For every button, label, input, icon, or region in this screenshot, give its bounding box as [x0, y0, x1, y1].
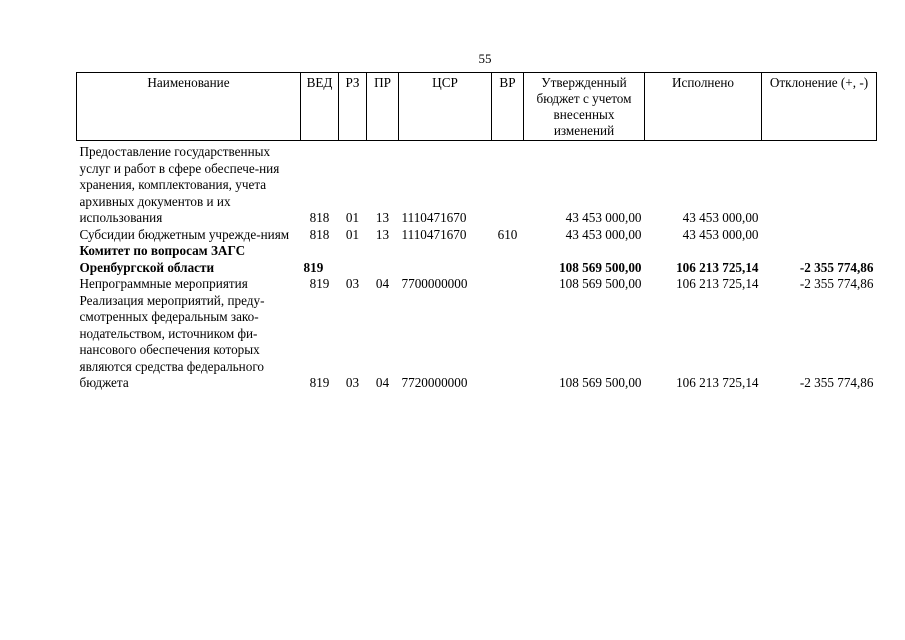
header-name: Наименование	[77, 73, 301, 141]
row-ved: 819	[309, 276, 330, 292]
row-vr	[492, 141, 524, 227]
header-pr: ПР	[367, 73, 399, 141]
row-ved: 818	[309, 226, 330, 242]
row-approved: 108 569 500,00	[559, 375, 642, 391]
row-deviation	[762, 141, 877, 227]
row-rz: 01	[345, 226, 360, 242]
row-vr	[492, 293, 524, 392]
row-vr	[492, 276, 524, 293]
page-number: 55	[478, 51, 492, 66]
row-rz	[339, 243, 367, 276]
row-vr	[492, 243, 524, 276]
row-name: Комитет по вопросам ЗАГС Оренбургской области	[79, 243, 246, 275]
header-executed: Исполнено	[645, 73, 762, 141]
row-csr: 7720000000	[401, 375, 468, 391]
row-executed: 43 453 000,00	[682, 210, 759, 226]
row-name: Непрограммные мероприятия	[79, 276, 248, 292]
row-rz: 03	[345, 375, 360, 391]
row-name: Субсидии бюджетным учрежде-ниям	[79, 226, 290, 242]
row-ved: 819	[303, 259, 324, 275]
row-pr	[367, 243, 399, 276]
row-deviation: -2 355 774,86	[799, 276, 874, 292]
header-rz: РЗ	[339, 73, 367, 141]
row-csr: 1110471670	[401, 226, 467, 242]
table-row	[77, 243, 877, 276]
row-executed: 106 213 725,14	[676, 375, 759, 391]
row-name: Реализация мероприятий, преду-смотренных федеральным зако-нодательством, источником фи-нансового обеспечения которых являются средства федерального бюджета	[79, 292, 265, 391]
row-approved: 108 569 500,00	[559, 276, 642, 292]
header-vr: ВР	[492, 73, 524, 141]
header-approved: Утвержденный бюджет с учетом внесенных изменений	[524, 73, 645, 141]
row-deviation	[762, 227, 877, 244]
row-executed: 106 213 725,14	[676, 276, 759, 292]
row-executed: 106 213 725,14	[676, 259, 759, 275]
header-ved: ВЕД	[301, 73, 339, 141]
row-deviation: -2 355 774,86	[799, 375, 874, 391]
table-row	[77, 293, 877, 392]
row-csr: 7700000000	[401, 276, 468, 292]
row-csr	[399, 243, 492, 276]
row-ved: 818	[309, 210, 330, 226]
row-pr: 04	[375, 375, 390, 391]
table-row	[77, 276, 877, 293]
header-deviation: Отклонение (+, -)	[762, 73, 877, 141]
row-csr: 1110471670	[401, 210, 467, 226]
row-pr: 04	[375, 276, 390, 292]
row-approved: 43 453 000,00	[565, 210, 642, 226]
row-executed: 43 453 000,00	[682, 226, 759, 242]
budget-table	[76, 72, 877, 392]
row-vr: 610	[497, 226, 518, 242]
row-ved: 819	[309, 375, 330, 391]
row-pr: 13	[375, 210, 390, 226]
header-csr: ЦСР	[399, 73, 492, 141]
table-row	[77, 227, 877, 244]
row-rz: 01	[345, 210, 360, 226]
row-rz: 03	[345, 276, 360, 292]
row-deviation: -2 355 774,86	[799, 259, 874, 275]
table-row	[77, 141, 877, 227]
row-approved: 108 569 500,00	[559, 259, 642, 275]
header-row	[77, 73, 877, 141]
row-approved: 43 453 000,00	[565, 226, 642, 242]
row-name: Предоставление государственных услуг и работ в сфере обеспече-ния хранения, комплектования, учета архивных документов и их использования	[79, 144, 280, 226]
row-pr: 13	[375, 226, 390, 242]
